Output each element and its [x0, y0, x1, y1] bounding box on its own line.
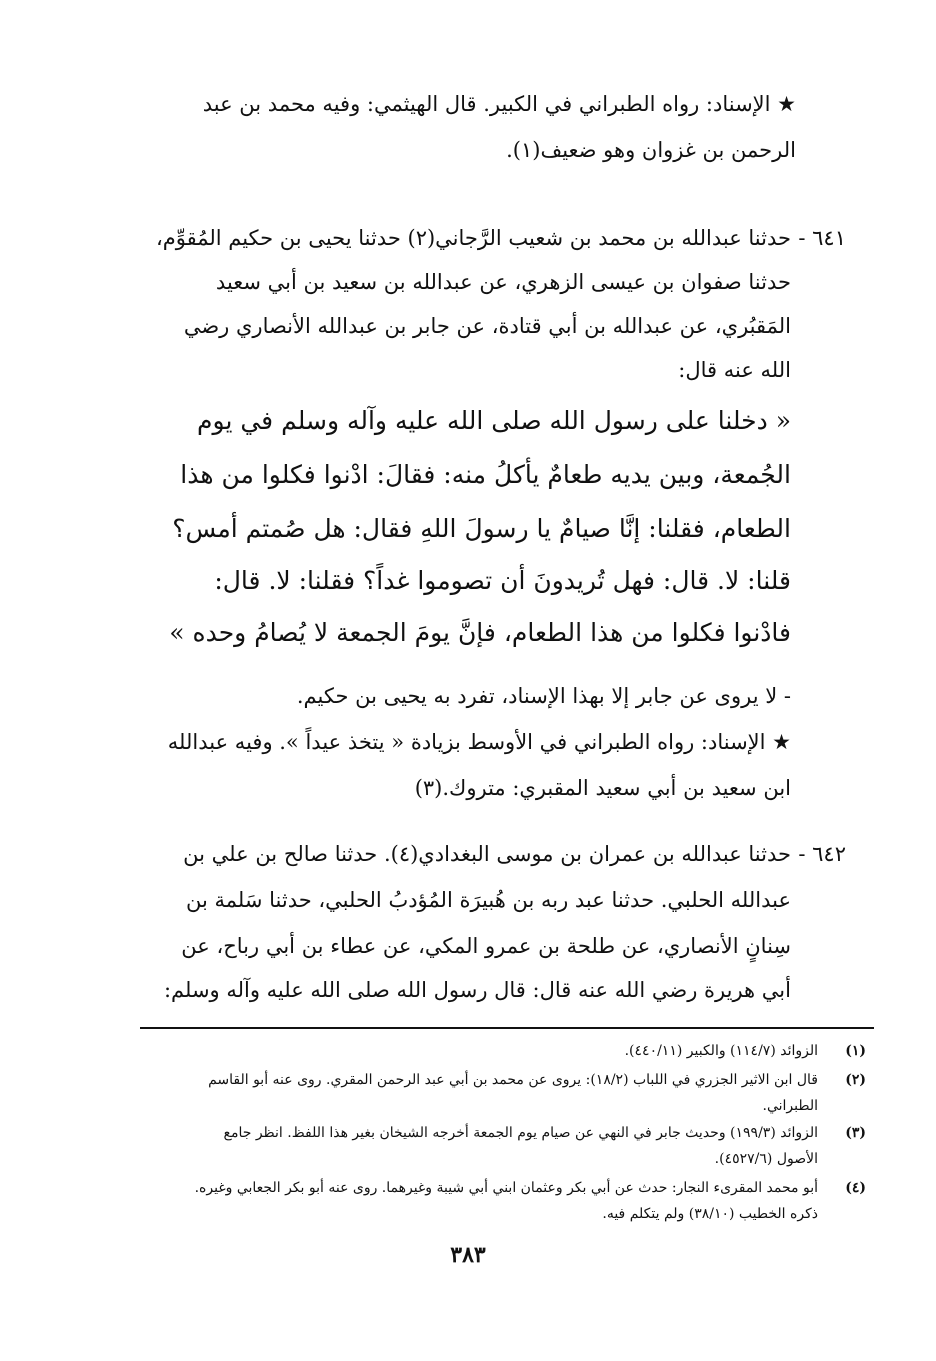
chain-line: أبي هريرة رضي الله عنه قال: قال رسول الله صلى الله عليه وآله وسلم: — [163, 978, 791, 1002]
footnote-marker: (٣) — [845, 1125, 866, 1141]
footnote-marker: (٢) — [845, 1072, 866, 1088]
text-line: ★ الإسناد: رواه الطبراني في الكبير. قال الهيثمي: وفيه محمد بن عبد — [202, 92, 796, 116]
hadith-text-line: قلنا: لا. قال: فهل تُريدونَ أن تصوموا غداً؟ فقلنا: لا. قال: — [214, 566, 791, 595]
chain-line: حدثنا عبدالله بن محمد بن شعيب الرَّجاني(٢) حدثنا يحيى بن حكيم المُقوِّم، — [155, 226, 791, 250]
chain-line: سِنانٍ الأنصاري، عن طلحة بن عمرو المكي، عن عطاء بن أبي رباح، عن — [181, 934, 791, 958]
footnote-line: أبو محمد المقرىء النجار: حدث عن أبي بكر وعثمان ابني أبي شيبة وغيرهما. روى عنه أبو بكر الجعابي وغيره. — [194, 1180, 818, 1196]
footnote-line: الزوائد (١١٤/٧) والكبير (٤٤٠/١١). — [624, 1043, 818, 1059]
narration-note: - لا يروى عن جابر إلا بهذا الإسناد، تفرد به يحيى بن حكيم. — [296, 684, 791, 708]
hadith-number: ٦٤٢ - — [798, 842, 846, 866]
page-number: ٣٨٣ — [450, 1242, 486, 1268]
hadith-text-line: الجُمعة، وبين يديه طعامٌ يأكلُ منه: فقالَ: ادْنوا فكلوا من هذا — [180, 460, 791, 489]
footnote-marker: (٤) — [845, 1180, 866, 1196]
footnote-line: الزوائد (١٩٩/٣) وحديث جابر في النهي عن صيام يوم الجمعة أخرجه الشيخان بغير هذا اللفظ. انظر جامع — [223, 1125, 818, 1141]
footnote-line: ذكره الخطيب (٣٨/١٠) ولم يتكلم فيه. — [602, 1206, 818, 1222]
isnad-line: ★ الإسناد: رواه الطبراني في الأوسط بزيادة « يتخذ عيداً ». وفيه عبدالله — [167, 730, 791, 754]
footnote-line: الطبراني. — [762, 1098, 818, 1114]
isnad-line: ابن سعيد بن أبي سعيد المقبري: متروك.(٣) — [414, 776, 791, 800]
hadith-text-line: « دخلنا على رسول الله صلى الله عليه وآله وسلم في يوم — [197, 406, 791, 435]
text-line: الرحمن بن غزوان وهو ضعيف(١). — [506, 138, 796, 162]
chain-line: الله عنه قال: — [678, 358, 791, 382]
chain-line: حدثنا صفوان بن عيسى الزهري، عن عبدالله بن سعيد بن أبي سعيد — [215, 270, 791, 294]
hadith-number: ٦٤١ - — [798, 226, 846, 250]
footnote-line: قال ابن الاثير الجزري في اللباب (١٨/٢): يروى عن محمد بن أبي عبد الرحمن المقري. روى عنه أبو القاسم — [208, 1072, 818, 1088]
chain-line: عبدالله الحلبي. حدثنا عبد ربه بن هُبيرَة المُؤدبُ الحلبي، حدثنا سَلمة بن — [186, 888, 791, 912]
chain-line: حدثنا عبدالله بن عمران بن موسى البغدادي(٤). حدثنا صالح بن علي بن — [183, 842, 791, 866]
hadith-text-line: الطعام، فقلنا: إنَّا صيامٌ يا رسولَ اللهِ فقال: هل صُمتم أمس؟ — [172, 514, 791, 543]
chain-line: المَقبُري، عن عبدالله بن أبي قتادة، عن جابر بن عبدالله الأنصاري رضي — [183, 314, 791, 338]
footnote-separator — [140, 1027, 874, 1029]
footnote-marker: (١) — [845, 1043, 866, 1059]
hadith-text-line: فادْنوا فكلوا من هذا الطعام، فإنَّ يومَ الجمعة لا يُصامُ وحده » — [169, 618, 791, 647]
footnote-line: الأصول (٤٥٢٧/٦). — [714, 1151, 818, 1167]
